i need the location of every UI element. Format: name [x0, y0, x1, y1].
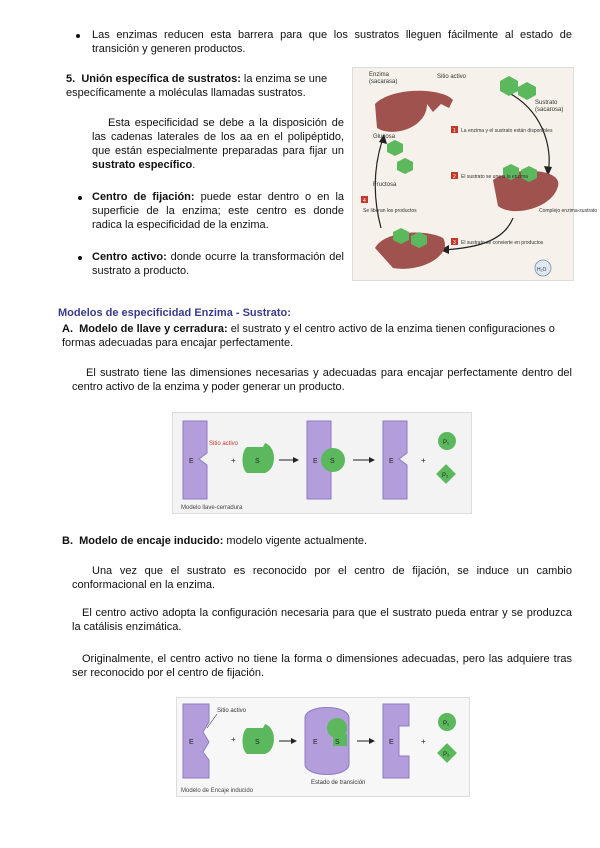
enzyme-label: E — [389, 739, 394, 746]
section-title: Modelos de especificidad Enzima - Sustrato: — [58, 307, 291, 319]
substrate-fructose — [518, 82, 536, 100]
induced-fit-figure — [176, 697, 470, 797]
item5-title: Unión específica de sustratos: — [81, 73, 241, 85]
top-bullet-text: Las enzimas reducen esta barrera para que los sustratos lleguen fácilmente al estado de transición y generen productos. — [92, 29, 572, 55]
bullet-dot — [78, 256, 82, 260]
fijacion-text: puede estar dentro o en la superficie de la enzima; este centro es donde radica la especificidad de la enzima. — [92, 191, 345, 231]
figB-svg — [177, 698, 469, 796]
modelB-letter: B. — [62, 535, 73, 547]
modelA-text: el sustrato y el centro activo de la enzima tienen configuraciones o formas adecuadas para encajar perfectamente. — [62, 323, 555, 349]
plus-sign: + — [421, 456, 426, 465]
product-glucose — [387, 140, 403, 156]
step2-text: El sustrato se une a la enzima — [461, 174, 528, 180]
bullet-activo — [92, 250, 344, 278]
figA-svg — [173, 413, 471, 513]
step4-text: Se liberan los productos — [363, 208, 417, 214]
item5-text — [66, 72, 344, 100]
label-complejo: Complejo enzima-sustrato — [539, 208, 598, 214]
sitio-label: Sitio activo — [209, 441, 239, 447]
lock-key-figure — [172, 412, 472, 514]
sitio-label: Sitio activo — [217, 708, 247, 714]
modelA-letter: A. — [62, 323, 73, 335]
step1-text: La enzima y el sustrato están disponibles — [461, 128, 553, 134]
enzyme-shape — [383, 704, 409, 778]
estado-label: Estado de transición — [311, 780, 366, 786]
label-enzima: Enzima — [369, 72, 390, 78]
modelA-title: Modelo de llave y cerradura: — [79, 323, 228, 335]
modelB-text: modelo vigente actualmente. — [223, 535, 368, 547]
plus-sign: + — [231, 735, 236, 744]
bullet-fijacion — [92, 190, 344, 232]
substrate-label: S — [335, 739, 340, 746]
enzyme-label: E — [189, 458, 194, 465]
bullet-dot — [78, 196, 82, 200]
product1-label: P₁ — [443, 721, 450, 727]
substrate-label: S — [255, 739, 260, 746]
enzyme-shape — [375, 233, 445, 269]
item5-body: la enzima se une específicamente a moléculas llamadas sustratos. — [66, 73, 328, 99]
label-enzima-sub: (sacarasa) — [369, 79, 398, 85]
enzyme-cycle-figure — [352, 67, 598, 281]
product2-label: P₂ — [443, 752, 450, 758]
fijacion-title: Centro de fijación: — [92, 191, 195, 203]
especificidad-text: Esta especificidad se debe a la disposición de las cadenas laterales de los aa en el polipéptido, que están especialmente preparadas para fijar un — [92, 117, 344, 157]
modelB-para1: Una vez que el sustrato es reconocido por el centro de fijación, se induce un cambio conformacional en la enzima. — [72, 565, 572, 591]
enzyme-shape — [183, 704, 209, 778]
enzyme-label: E — [313, 458, 318, 465]
substrate-label: S — [255, 458, 260, 465]
label-sitio-activo: Sitio activo — [437, 74, 467, 80]
label-sustrato-sub: (sacarosa) — [535, 107, 564, 113]
product2-label: P₂ — [442, 473, 449, 479]
especificidad-end: . — [192, 159, 196, 171]
label-fructosa: Fructosa — [373, 182, 397, 188]
activo-title: Centro activo: — [92, 251, 167, 263]
item5-number: 5. — [66, 73, 76, 85]
modelB-para2: El centro activo adopta la configuración necesaria para que el sustrato pueda entrar y se produzca la catálisis enzimática. — [72, 607, 572, 633]
especificidad-paragraph — [92, 116, 344, 172]
plus-sign: + — [231, 456, 236, 465]
product-fructose — [397, 158, 413, 174]
enzyme-shape — [183, 421, 207, 499]
label-agua: H₂O — [537, 267, 547, 273]
substrate-label: S — [330, 458, 335, 465]
activo-text: donde ocurre la transformación del sustrato a producto. — [92, 251, 344, 277]
label-sustrato: Sustrato — [535, 100, 558, 106]
step1-num: 1 — [453, 128, 456, 134]
plus-sign: + — [421, 737, 426, 746]
enzyme-label: E — [313, 739, 318, 746]
modelB-heading — [62, 534, 574, 548]
substrate-glucose — [500, 76, 518, 96]
modelA-heading — [62, 322, 574, 350]
step3-text: El sustrato se convierte en productos — [461, 240, 544, 246]
step3-num: 3 — [453, 240, 456, 246]
step4-num: 4 — [363, 198, 366, 204]
step2-num: 2 — [453, 174, 456, 180]
cycle-svg — [353, 68, 598, 280]
modelB-para3: Originalmente, el centro activo no tiene la forma o dimensiones adecuadas, pero las adquiere tras ser reconocido por el centro de fijación. — [72, 653, 572, 679]
modelA-paragraph: El sustrato tiene las dimensiones necesarias y adecuadas para encajar perfectamente dentro del centro activo de la enzima y poder generar un producto. — [72, 367, 572, 393]
figA-caption: Modelo llave-cerradura — [181, 505, 243, 511]
enzyme-label: E — [189, 739, 194, 746]
enzyme-label: E — [389, 458, 394, 465]
modelB-title: Modelo de encaje inducido: — [79, 535, 224, 547]
especificidad-bold: sustrato específico — [92, 159, 193, 171]
bullet-dot — [76, 34, 80, 38]
product1-label: P₁ — [443, 440, 450, 446]
enzyme-shape — [375, 91, 453, 132]
enzyme-shape — [383, 421, 407, 499]
label-glucosa: Glucosa — [373, 134, 396, 140]
figB-caption: Modelo de Encaje inducido — [181, 788, 254, 794]
